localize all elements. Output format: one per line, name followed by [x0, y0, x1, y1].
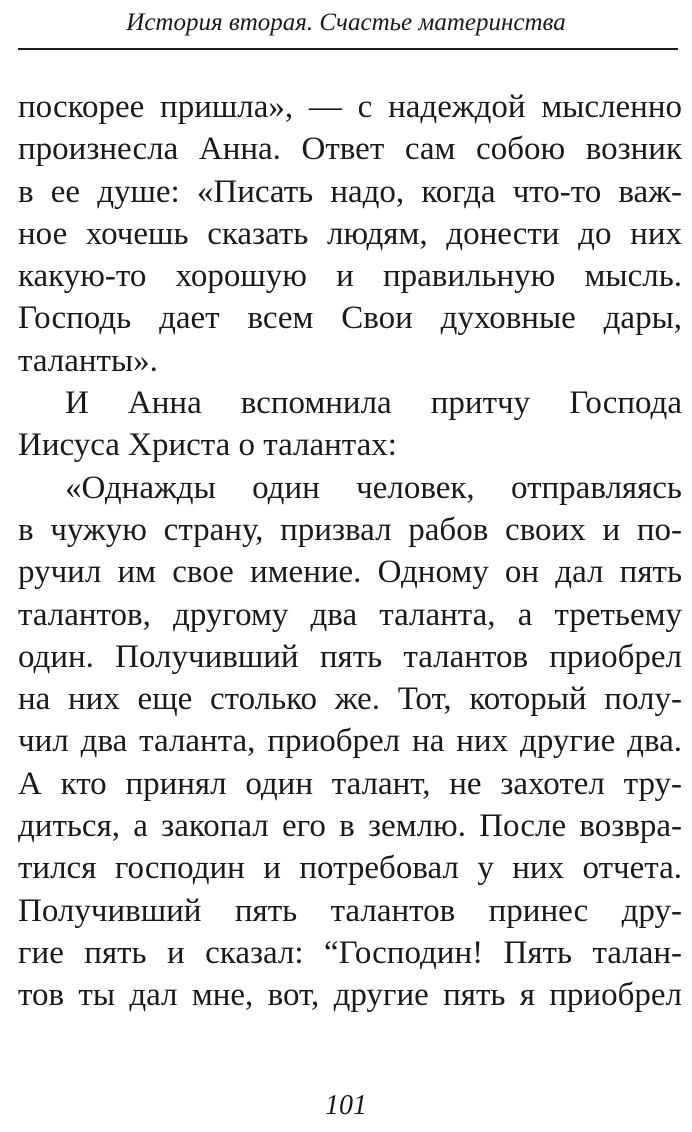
- text-line: тов ты дал мне, вот, другие пять я приобрел: [18, 977, 682, 1014]
- text-line: Господь дает всем Свои духовные дары,: [18, 300, 682, 337]
- text-line: поскорее пришла», — с надеждой мысленно: [18, 89, 682, 125]
- text-line: тился господин и потребовал у них отчета.: [18, 850, 682, 887]
- text-line: какую-то хорошую и правильную мысль.: [18, 258, 682, 295]
- text-line: Получивший пять талантов принес дру-: [18, 892, 682, 929]
- text-line: на них еще столько же. Тот, который полу-: [18, 681, 682, 718]
- text-line: в ее душе: «Писать надо, когда что-то важ-: [18, 173, 682, 210]
- text-line: в чужую страну, призвал рабов своих и по-: [18, 511, 682, 548]
- text-line: ное хочешь сказать людям, донести до них: [18, 215, 682, 252]
- text-line: «Однажды один человек, отправляясь: [65, 469, 682, 506]
- header-rule: [18, 48, 678, 50]
- text-line: талантов, другому два таланта, а третьему: [18, 596, 682, 633]
- text-line: А кто принял один талант, не захотел тру-: [18, 765, 682, 802]
- text-line: чил два таланта, приобрел на них другие два.: [18, 723, 682, 760]
- text-line: один. Получивший пять талантов приобрел: [18, 638, 682, 675]
- text-line: Иисуса Христа о талантах:: [18, 427, 397, 464]
- page-number: 101: [325, 1090, 367, 1121]
- text-line: ручил им свое имение. Одному он дал пять: [18, 554, 682, 591]
- text-line: гие пять и сказал: “Господин! Пять талан-: [18, 934, 682, 971]
- running-head: История вторая. Счастье материнства: [126, 9, 566, 36]
- text-line: произнесла Анна. Ответ сам собою возник: [18, 131, 682, 168]
- body-text: [18, 86, 682, 1017]
- text-line: диться, а закопал его в землю. После возвра-: [18, 808, 682, 845]
- text-line: таланты».: [18, 342, 158, 379]
- text-line: И Анна вспомнила притчу Господа: [65, 385, 682, 422]
